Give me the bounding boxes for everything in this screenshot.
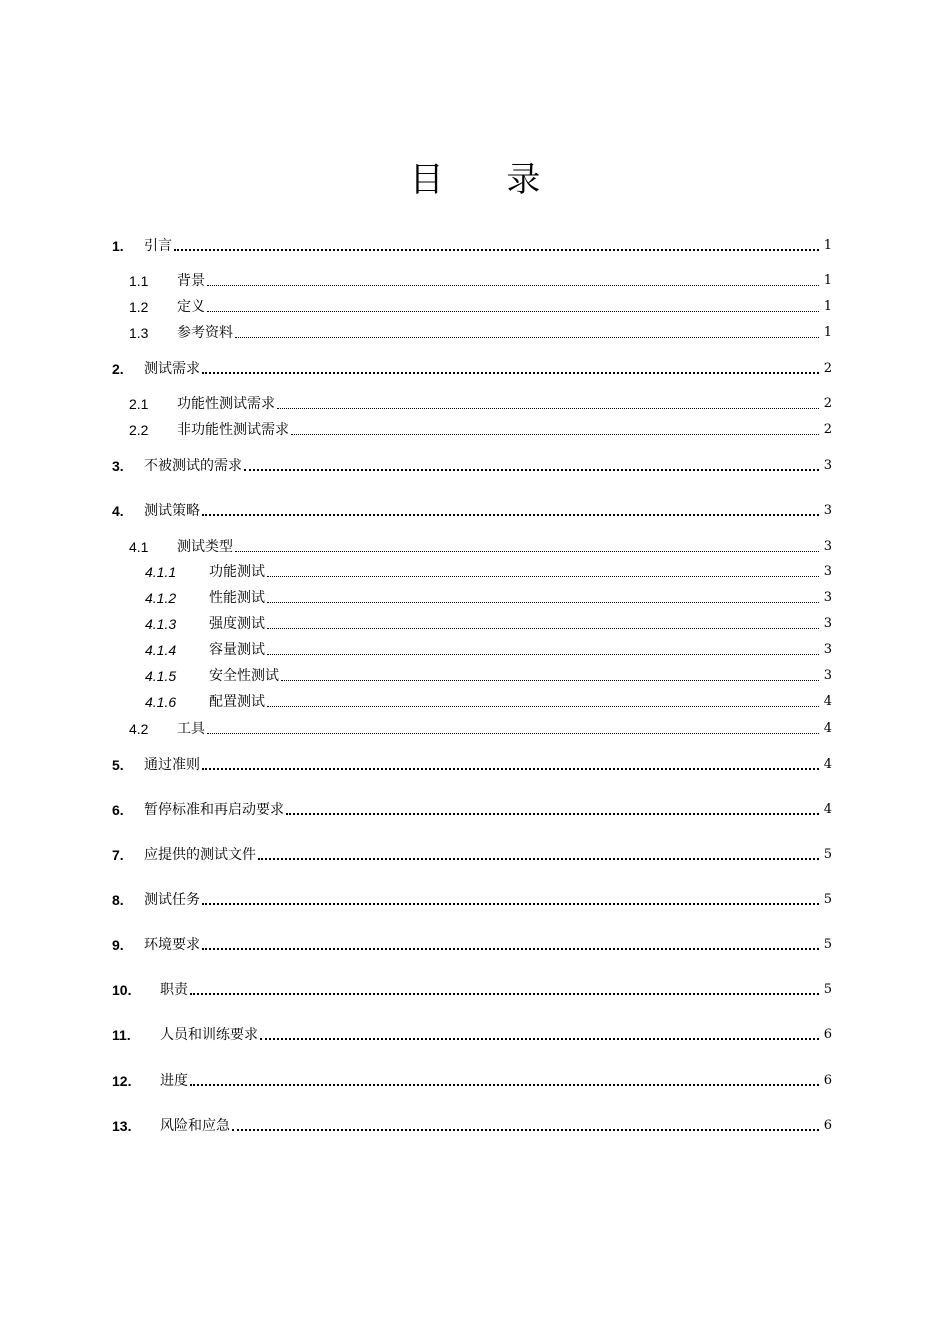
toc-leader-dots	[291, 434, 819, 435]
toc-leader-dots	[235, 337, 819, 338]
toc-entry[interactable]	[112, 320, 832, 342]
toc-entry[interactable]	[112, 1022, 832, 1044]
toc-leader-dots	[286, 813, 819, 815]
toc-leader-dots	[190, 993, 819, 995]
toc-entry-page: 5	[823, 892, 832, 907]
toc-entry-title: 职责	[160, 982, 188, 998]
toc-leader-dots	[258, 858, 819, 860]
toc-entry[interactable]	[112, 1068, 832, 1090]
toc-leader-dots	[267, 654, 819, 655]
toc-entry-number: 1.1	[129, 273, 149, 289]
toc-entry-page: 3	[823, 539, 832, 554]
toc-entry-page: 4	[823, 694, 832, 709]
toc-leader-dots	[267, 706, 819, 707]
toc-entry-title: 环境要求	[144, 937, 200, 953]
toc-entry-page: 2	[823, 396, 832, 411]
toc-entry-number: 12.	[112, 1073, 132, 1089]
toc-entry-page: 6	[823, 1118, 832, 1133]
toc-entry[interactable]	[112, 977, 832, 999]
toc-entry-title: 人员和训练要求	[160, 1027, 258, 1043]
toc-leader-dots	[267, 628, 819, 629]
toc-entry[interactable]	[112, 1113, 832, 1135]
toc-entry-number: 2.1	[129, 396, 149, 412]
toc-entry-number: 1.3	[129, 325, 149, 341]
toc-entry[interactable]	[112, 689, 832, 711]
toc-entry-title: 非功能性测试需求	[177, 422, 289, 438]
toc-entry[interactable]	[112, 417, 832, 439]
toc-leader-dots	[260, 1038, 819, 1040]
toc-leader-dots	[267, 602, 819, 603]
toc-entry[interactable]	[112, 559, 832, 581]
toc-entry[interactable]	[112, 391, 832, 413]
toc-entry-number: 8.	[112, 892, 124, 908]
toc-entry[interactable]	[112, 294, 832, 316]
toc-entry-number: 4.1	[129, 539, 149, 555]
toc-entry-title: 引言	[144, 238, 172, 254]
toc-entry-page: 5	[823, 847, 832, 862]
toc-leader-dots	[281, 680, 819, 681]
toc-entry-page: 2	[823, 361, 832, 376]
toc-entry[interactable]	[112, 356, 832, 378]
toc-entry-page: 3	[823, 668, 832, 683]
toc-entry-number: 9.	[112, 937, 124, 953]
toc-entry[interactable]	[112, 585, 832, 607]
toc-entry[interactable]	[112, 663, 832, 685]
toc-entry-title: 背景	[177, 273, 205, 289]
toc-entry-number: 7.	[112, 847, 124, 863]
page-title: 目 录	[409, 160, 567, 200]
toc-leader-dots	[207, 311, 819, 312]
toc-entry-number: 4.1.1	[145, 564, 177, 580]
toc-entry[interactable]	[112, 637, 832, 659]
toc-leader-dots	[232, 1129, 819, 1131]
toc-entry-page: 2	[823, 422, 832, 437]
toc-entry-page: 3	[823, 616, 832, 631]
toc-entry[interactable]	[112, 797, 832, 819]
toc-entry[interactable]	[112, 498, 832, 520]
toc-leader-dots	[267, 576, 819, 577]
toc-entry-title: 暂停标准和再启动要求	[144, 802, 284, 818]
toc-entry-number: 4.1.5	[145, 668, 177, 684]
toc-entry-page: 6	[823, 1073, 832, 1088]
toc-entry-number: 4.1.4	[145, 642, 177, 658]
toc-entry-title: 测试任务	[144, 892, 200, 908]
toc-entry[interactable]	[112, 233, 832, 255]
toc-entry-title: 通过准则	[144, 757, 200, 773]
toc-entry-page: 1	[823, 299, 832, 314]
toc-entry-title: 安全性测试	[209, 668, 279, 684]
toc-leader-dots	[244, 469, 819, 471]
toc-entry[interactable]	[112, 842, 832, 864]
toc-entry-page: 6	[823, 1027, 832, 1042]
toc-leader-dots	[235, 551, 819, 552]
toc-entry-title: 不被测试的需求	[144, 458, 242, 474]
toc-entry-number: 2.	[112, 361, 124, 377]
toc-entry-number: 4.1.2	[145, 590, 177, 606]
toc-entry-title: 配置测试	[209, 694, 265, 710]
toc-entry-page: 4	[823, 802, 832, 817]
toc-leader-dots	[277, 408, 819, 409]
toc-entry[interactable]	[112, 932, 832, 954]
toc-entry-page: 4	[823, 757, 832, 772]
toc-entry-page: 5	[823, 937, 832, 952]
toc-entry[interactable]	[112, 611, 832, 633]
toc-entry-title: 应提供的测试文件	[144, 847, 256, 863]
toc-entry-number: 4.	[112, 503, 124, 519]
toc-entry-page: 3	[823, 590, 832, 605]
toc-entry-number: 1.	[112, 238, 124, 254]
toc-entry[interactable]	[112, 887, 832, 909]
toc-entry[interactable]	[112, 268, 832, 290]
toc-entry-number: 4.2	[129, 721, 149, 737]
toc-entry-number: 4.1.6	[145, 694, 177, 710]
toc-entry-page: 1	[823, 238, 832, 253]
toc-entry-title: 参考资料	[177, 325, 233, 341]
toc-entry-number: 4.1.3	[145, 616, 177, 632]
toc-entry-title: 功能性测试需求	[177, 396, 275, 412]
toc-entry[interactable]	[112, 453, 832, 475]
toc-entry-number: 2.2	[129, 422, 149, 438]
toc-entry[interactable]	[112, 716, 832, 738]
toc-leader-dots	[202, 372, 819, 374]
toc-entry-title: 风险和应急	[160, 1118, 230, 1134]
toc-leader-dots	[202, 768, 819, 770]
toc-entry-title: 测试需求	[144, 361, 200, 377]
toc-entry-page: 1	[823, 325, 832, 340]
toc-entry-title: 工具	[177, 721, 205, 737]
toc-entry-number: 11.	[112, 1027, 131, 1043]
toc-entry[interactable]	[112, 752, 832, 774]
toc-leader-dots	[190, 1084, 819, 1086]
toc-leader-dots	[207, 285, 819, 286]
toc-entry-title: 容量测试	[209, 642, 265, 658]
toc-leader-dots	[202, 903, 819, 905]
toc-entry-number: 10.	[112, 982, 132, 998]
toc-entry-number: 6.	[112, 802, 124, 818]
toc-entry-page: 4	[823, 721, 832, 736]
toc-entry-number: 13.	[112, 1118, 132, 1134]
toc-entry-page: 1	[823, 273, 832, 288]
toc-leader-dots	[202, 514, 819, 516]
toc-entry-page: 3	[823, 458, 832, 473]
toc-entry-title: 功能测试	[209, 564, 265, 580]
toc-entry-title: 强度测试	[209, 616, 265, 632]
toc-leader-dots	[207, 733, 819, 734]
toc-entry-page: 3	[823, 564, 832, 579]
toc-entry-number: 3.	[112, 458, 124, 474]
toc-entry-title: 进度	[160, 1073, 188, 1089]
toc-entry-page: 3	[823, 642, 832, 657]
toc-entry-title: 定义	[177, 299, 205, 315]
toc-entry-title: 测试策略	[144, 503, 200, 519]
toc-entry-page: 3	[823, 503, 832, 518]
toc-entry-title: 性能测试	[209, 590, 265, 606]
toc-entry[interactable]	[112, 534, 832, 556]
toc-entry-number: 5.	[112, 757, 124, 773]
toc-leader-dots	[174, 249, 819, 251]
toc-entry-number: 1.2	[129, 299, 149, 315]
toc-entry-page: 5	[823, 982, 832, 997]
toc-leader-dots	[202, 948, 819, 950]
toc-entry-title: 测试类型	[177, 539, 233, 555]
